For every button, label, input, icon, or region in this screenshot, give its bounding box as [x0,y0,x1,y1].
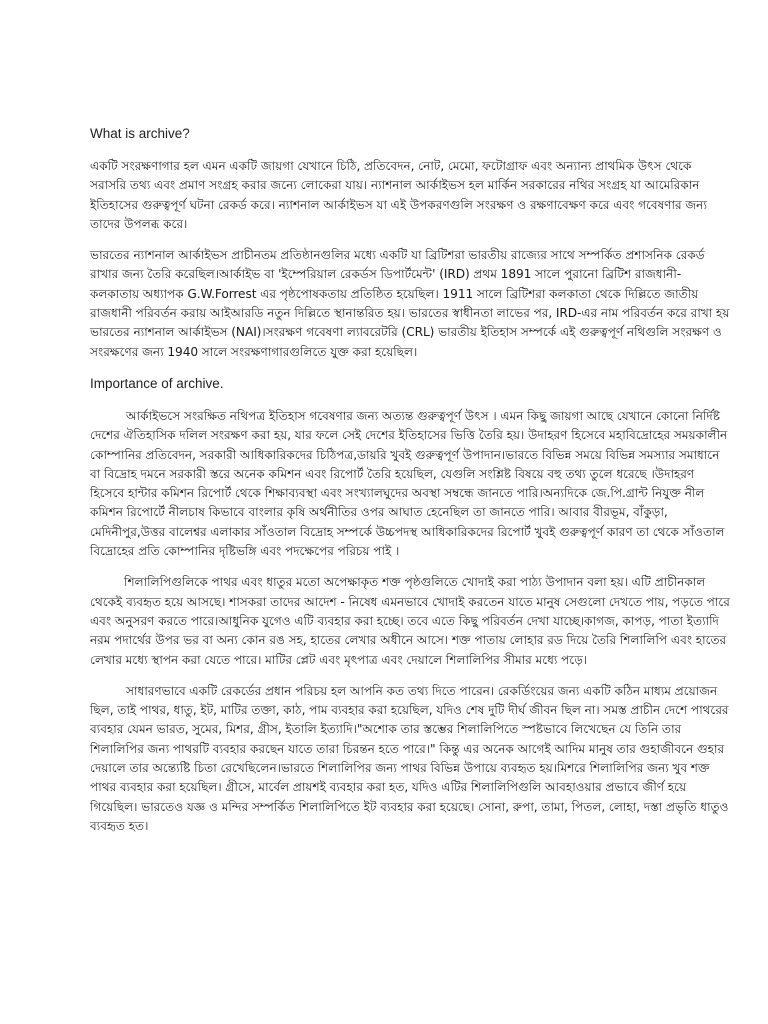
paragraph-archive-definition: একটি সংরক্ষণাগার হল এমন একটি জায়গা যেখানে চিঠি, প্রতিবেদন, নোট, মেমো, ফটোগ্রাফ এবং অন্যান্য প্রাথমিক উৎস থেকে সরাসরি তথ্য এবং প্রমাণ সংগ্রহ করার জন্যে লোকেরা যায়। ন্যাশনাল আর্কাইভস হল মার্কিন সরকারের নথির সংগ্রহ যা আমেরিকান ইতিহাসের গুরুত্বপূর্ণ ঘটনা রেকর্ড করে। ন্যাশনাল আর্কাইভস যা এই উপকরণগুলি সংরক্ষণ ও রক্ষণাবেক্ষণ করে এবং গবেষণার জন্য তাদের উপলব্ধ করে। [90,159,707,231]
paragraph-national-archives-india: ভারতের ন্যাশনাল আর্কাইভস প্রাচীনতম প্রতিষ্ঠানগুলির মধ্যে একটি যা ব্রিটিশরা ভারতীয় রাজ্যের সাথে সম্পর্কিত প্রশাসনিক রেকর্ড রাখার জন্য তৈরি করেছিল।আর্কাইভ বা 'ইম্পেরিয়াল রেকর্ডস ডিপার্টমেন্ট' (IRD) প্রথম 1891 সালে পুরানো ব্রিটিশ রাজধানী-কলকাতায় অধ্যাপক G.W.Forrest এর পৃষ্ঠপোষকতায় প্রতিষ্ঠিত হয়েছিল। 1911 সালে ব্রিটিশরা কলকাতা থেকে দিল্লিতে জাতীয় রাজধানী পরিবর্তন করায় আইআরডি নতুন দিল্লিতে স্থানান্তরিত হয়। ভারতের স্বাধীনতা লাভের পর, IRD-এর নাম পরিবর্তন করে রাখা হয় ভারতের ন্যাশনাল আর্কাইভস (NAI)।সংরক্ষণ গবেষণা ল্যাবরেটরি (CRL) ভারতীয় ইতিহাস সম্পর্কে এই গুরুত্বপূর্ণ নথিগুলি সংরক্ষণ ও সংরক্ষণের জন্য 1940 সালে সংরক্ষণাগারগুলিতে যুক্ত করা হয়েছিল। [90,248,730,359]
paragraph-inscriptions: শিলালিপিগুলিকে পাথর এবং ধাতুর মতো অপেক্ষাকৃত শক্ত পৃষ্ঠগুলিতে খোদাই করা পাঠ্য উপাদান বলা হয়। এটি প্রাচীনকাল থেকেই ব্যবহৃত হয়ে আসছে। শাসকরা তাদের আদেশ - নিষেধ এমনভাবে খোদাই করতেন যাতে মানুষ সেগুলো দেখতে পায়, পড়তে পারে এবং অনুসরণ করতে পারে।আধুনিক যুগেও এটি ব্যবহার করা হচ্ছে। তবে এতে কিছু পরিবর্তন দেখা যাচ্ছে।কাগজ, কাপড়, পাতা ইত্যাদি নরম পদার্থের উপর ভর বা অন্য কোন রঙ সহ, হাতের লেখার অধীনে আসে। শক্ত পাতায় লোহার রড দিয়ে তৈরি শিলালিপি এবং হাতের লেখার মধ্যে স্থাপন করা যেতে পারে। মাটির প্লেট এবং মৃৎপাত্র এবং দেয়ালে শিলালিপির সীমার মধ্যে পড়ে। [90,575,730,667]
heading-what-is-archive: What is archive? [90,126,190,141]
paragraph-archive-importance: আর্কাইভসে সংরক্ষিত নথিপত্র ইতিহাস গবেষণার জন্য অত্যন্ত গুরুত্বপূর্ণ উৎস । এমন কিছু জায়গা আছে যেখানে কোনো নির্দিষ্ট দেশের ঐতিহাসিক দলিল সংরক্ষণ করা হয়, যার ফলে সেই দেশের ইতিহাসের ভিত্তি তৈরি হয়। উদাহরণ হিসেবে মহাবিদ্রোহের সময়কালীন কোম্পানির প্রতিবেদন, সরকারী আধিকারিকদের চিঠিপত্র,ডায়রি খুবই গুরুত্বপূর্ণ উপাদান।ভারতে বিভিন্ন সময়ে বিভিন্ন সমস্যার সমাধানে বা বিদ্রোহ দমনে সরকারী স্তরে অনেক কমিশন এবং রিপোর্ট তৈরি হয়েছিল, যেগুলি সংশ্লিষ্ট বিষয়ে বহু তথ্য তুলে ধরেছে ।উদাহরণ হিসেবে হান্টার কমিশন রিপোর্ট থেকে শিক্ষাব্যবস্থা এবং সংখ্যালঘুদের অবস্থা সম্বন্ধে জানতে পারি।অন্যদিকে জে.পি.গ্রান্ট নিযুক্ত নীল কমিশন রিপোর্টে নীলচাষ কিভাবে বাংলার কৃষি অর্থনীতির ওপর আঘাত হেনেছিল তা জানতে পারি। আবার বীরভূম, বাঁকুড়া, মেদিনীপুর,উত্তর বালেশ্বর এলাকার সাঁওতাল বিদ্রোহ সম্পর্কে উচ্চপদস্থ আধিকারিকদের রিপোর্ট খুবই গুরুত্বপূর্ণ কারণ তা থেকে সাঁওতাল বিদ্রোহের প্রতি কোম্পানির দৃষ্টিভঙ্গি এবং পদক্ষেপের পরিচয় পাই । [90,408,728,559]
heading-importance-of-archive: Importance of archive. [90,375,224,391]
paragraph-records-media: সাধারণভাবে একটি রেকর্ডের প্রধান পরিচয় হল আপনি কত তথ্য দিতে পারেন। রেকর্ডিংয়ের জন্য একটি কঠিন মাধ্যম প্রয়োজন ছিল, তাই পাথর, ধাতু, ইট, মাটির তক্তা, কাঠ, পাম ব্যবহার করা হয়েছিল, যদিও শেষ দুটি দীর্ঘ জীবন ছিল না। সমস্ত প্রাচীন দেশে পাথরের ব্যবহার যেমন ভারত, সুমের, মিশর, গ্রীস, ইতালি ইত্যাদি।"অশোক তার স্তম্ভের শিলালিপিতে স্পষ্টভাবে লিখেছেন যে তিনি তার শিলালিপির জন্য পাথরটি ব্যবহার করছেন যাতে তারা চিরন্তন হতে পারে।" কিন্তু এর অনেক আগেই আদিম মানুষ তার গুহাজীবনে গুহার দেয়ালে তার অন্ত্যেষ্টি চিতা রেখেছিলেন।ভারতে শিলালিপির জন্য পাথর বিভিন্ন উপায়ে ব্যবহৃত হয়।মিশরে শিলালিপির জন্য খুব শক্ত পাথর ব্যবহার করা হয়েছিল। গ্রীসে, মার্বেল প্রায়শই ব্যবহার করা হত, যদিও এটির শিলালিপিগুলি আবহাওয়ার প্রভাবে জীর্ণ হয়ে গিয়েছিল। ভারতেও যজ্ঞ ও মন্দির সম্পর্কিত শিলালিপিতে ইট ব্যবহার করা হয়েছে। সোনা, রুপা, তামা, পিতল, লোহা, দস্তা প্রভৃতি ধাতুও ব্যবহৃত হত। [90,683,729,833]
document-body [90,124,730,848]
